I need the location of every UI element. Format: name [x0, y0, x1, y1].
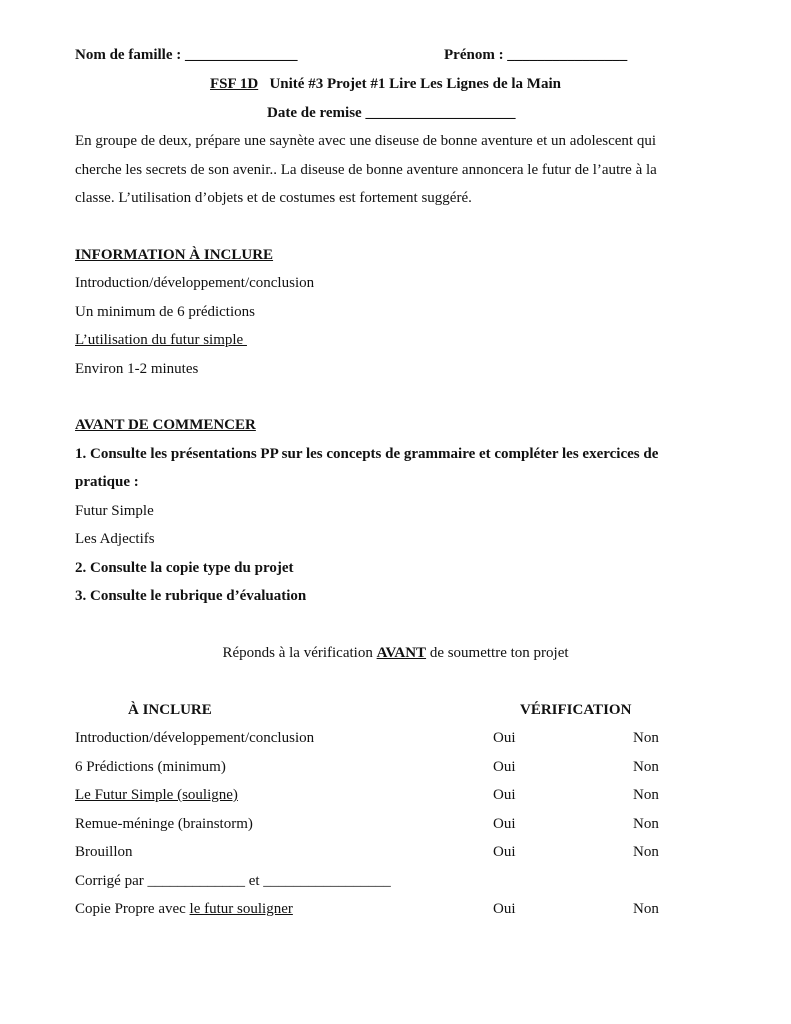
- information-heading: INFORMATION À INCLURE: [75, 247, 274, 263]
- verification-note: [0, 643, 791, 663]
- oui-option[interactable]: Oui: [493, 901, 516, 917]
- step-3: 3. Consulte le rubrique d’évaluation: [75, 588, 307, 604]
- verification-note-after: de soumettre ton projet: [426, 645, 569, 661]
- include-column-header: À INCLURE: [128, 702, 212, 718]
- first-name-field: Prénom : ________________: [444, 47, 628, 63]
- course-code: FSF 1D: [210, 76, 259, 92]
- step-1-line-1: 1. Consulte les présentations PP sur les concepts de grammaire et compléter les exercices de: [75, 446, 659, 462]
- non-option[interactable]: Non: [633, 787, 659, 803]
- step-2: 2. Consulte la copie type du projet: [75, 560, 294, 576]
- avant-heading: AVANT DE COMMENCER: [75, 417, 256, 433]
- checklist-row: [75, 785, 675, 805]
- oui-option[interactable]: Oui: [493, 759, 516, 775]
- verification-column-header: VÉRIFICATION: [520, 702, 632, 718]
- oui-option[interactable]: Oui: [493, 816, 516, 832]
- checklist-item: Remue-méninge (brainstorm): [75, 816, 253, 832]
- checklist-item: 6 Prédictions (minimum): [75, 759, 226, 775]
- intro-line-2: cherche les secrets de son avenir.. La diseuse de bonne aventure annoncera le futur de l’autre à la: [75, 162, 657, 178]
- title-text: Unité #3 Projet #1 Lire Les Lignes de la Main: [269, 76, 561, 92]
- checklist-row: [75, 728, 675, 748]
- oui-option[interactable]: Oui: [493, 730, 516, 746]
- final-copy-prefix: Copie Propre avec: [75, 901, 190, 917]
- grammar-topic: Les Adjectifs: [75, 531, 155, 547]
- oui-option[interactable]: Oui: [493, 844, 516, 860]
- page-title: [210, 74, 561, 94]
- checklist-row: [75, 842, 675, 862]
- non-option[interactable]: Non: [633, 730, 659, 746]
- checklist-row: [75, 814, 675, 834]
- non-option[interactable]: Non: [633, 901, 659, 917]
- checklist-row: [75, 757, 675, 777]
- intro-line-1: En groupe de deux, prépare une saynète avec une diseuse de bonne aventure et un adolescent qui: [75, 133, 657, 149]
- final-copy-underlined: le futur souligner: [189, 901, 293, 917]
- due-date-field: Date de remise ____________________: [267, 105, 516, 121]
- information-item: Environ 1-2 minutes: [75, 361, 199, 377]
- last-name-field: Nom de famille : _______________: [75, 47, 298, 63]
- corrected-by-row: [75, 871, 675, 891]
- intro-line-3: classe. L’utilisation d’objets et de costumes est fortement suggéré.: [75, 190, 472, 206]
- information-item: Un minimum de 6 prédictions: [75, 304, 255, 320]
- information-item: L’utilisation du futur simple: [75, 332, 247, 348]
- checklist-item: Introduction/développement/conclusion: [75, 730, 315, 746]
- oui-option[interactable]: Oui: [493, 787, 516, 803]
- checklist-item: [75, 899, 293, 919]
- step-1-line-2: pratique :: [75, 474, 139, 490]
- non-option[interactable]: Non: [633, 844, 659, 860]
- checklist-item: Le Futur Simple (souligne): [75, 787, 238, 803]
- non-option[interactable]: Non: [633, 759, 659, 775]
- information-item: Introduction/développement/conclusion: [75, 275, 315, 291]
- checklist-row: [75, 899, 675, 919]
- verification-note-before: Réponds à la vérification: [222, 645, 377, 661]
- verification-note-emphasis: AVANT: [376, 645, 427, 661]
- checklist-header: [0, 700, 791, 720]
- non-option[interactable]: Non: [633, 816, 659, 832]
- checklist-item: Brouillon: [75, 844, 133, 860]
- grammar-topic: Futur Simple: [75, 503, 154, 519]
- corrected-by-field: Corrigé par _____________ et _________________: [75, 873, 391, 889]
